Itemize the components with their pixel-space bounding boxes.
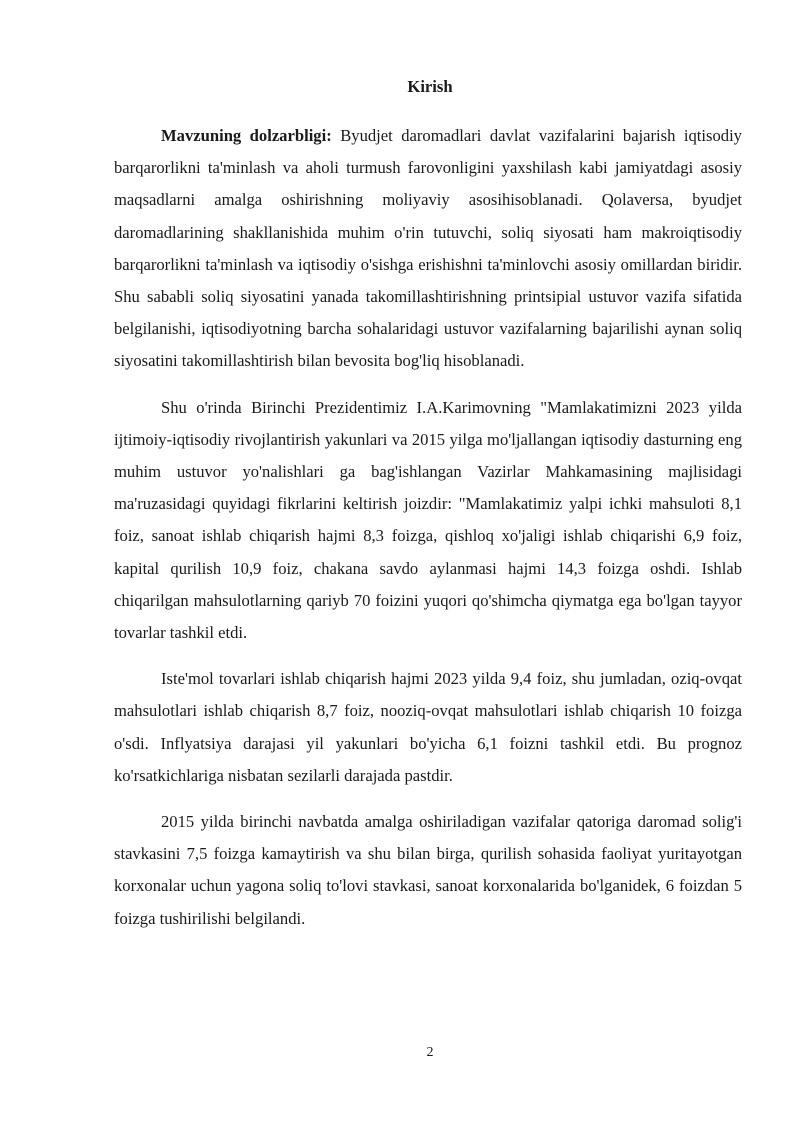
paragraph-president-quote — [114, 392, 742, 650]
paragraph-text: Iste'mol tovarlari ishlab chiqarish hajmi 2023 yilda 9,4 foiz, shu jumladan, oziq-ovqat mahsulotlari ishlab chiqarish 8,7 foiz, nooziq-ovqat mahsulotlari ishlab chiqarish 10 foizga o'sdi. Inflyatsiya darajasi yil yakunlari bo'yicha 6,1 foizni tashkil etdi. Bu prognoz ko'rsatkichlariga nisbatan sezilarli darajada pastdir. — [114, 669, 742, 785]
paragraph-text: Byudjet daromadlari davlat vazifalarini bajarish iqtisodiy barqarorlikni ta'minlash va aholi turmush farovonligini yaxshilash kabi jamiyatdagi asosiy maqsadlarni amalga oshirishning moliyaviy asosihisoblanadi. Qolaversa, byudjet daromadlarining shakllanishida muhim o'rin tutuvchi, soliq siyosati ham makroiqtisodiy barqarorlikni ta'minlash va iqtisodiy o'sishga erishishni ta'minlovchi asosiy omillardan biridir. Shu sababli soliq siyosatini yanada takomillashtirishning printsipial ustuvor vazifa sifatida belgilanishi, iqtisodiyotning barcha sohalaridagi ustuvor vazifalarning bajarilishi aynan soliq siyosatini takomillashtirish bilan bevosita bog'liq hisoblanadi. — [114, 126, 742, 371]
paragraph-text: 2015 yilda birinchi navbatda amalga oshiriladigan vazifalar qatoriga daromad solig'i stavkasini 7,5 foizga kamaytirish va shu bilan birga, qurilish sohasida faoliyat yuritayotgan korxonalar uchun yagona soliq to'lovi stavkasi, sanoat korxonalarida bo'lganidek, 6 foizdan 5 foizga tushirilishi belgilandi. — [114, 812, 742, 928]
paragraph-relevance — [114, 120, 742, 378]
document-body — [114, 120, 742, 949]
paragraph-consumer-goods — [114, 663, 742, 792]
page-title: Kirish — [407, 77, 453, 96]
paragraph-lead: Mavzuning dolzarbligi: — [161, 126, 332, 145]
paragraph-tax-rates — [114, 806, 742, 935]
page-number: 2 — [426, 1045, 434, 1060]
paragraph-text: Shu o'rinda Birinchi Prezidentimiz I.A.Karimovning "Mamlakatimizni 2023 yilda ijtimoiy-iqtisodiy rivojlantirish yakunlari va 2015 yilga mo'ljallangan iqtisodiy dasturning eng muhim ustuvor yo'nalishlari ga bag'ishlangan Vazirlar Mahkamasining majlisidagi ma'ruzasidagi quyidagi fikrlarini keltirish joizdir: "Mamlakatimiz yalpi ichki mahsuloti 8,1 foiz, sanoat ishlab chiqarish hajmi 8,3 foizga, qishloq xo'jaligi ishlab chiqarishi 6,9 foiz, kapital qurilish 10,9 foiz, chakana savdo aylanmasi hajmi 14,3 foizga oshdi. Ishlab chiqarilgan mahsulotlarning qariyb 70 foizini yuqori qo'shimcha qiymatga ega bo'lgan tayyor tovarlar tashkil etdi. — [114, 397, 742, 643]
